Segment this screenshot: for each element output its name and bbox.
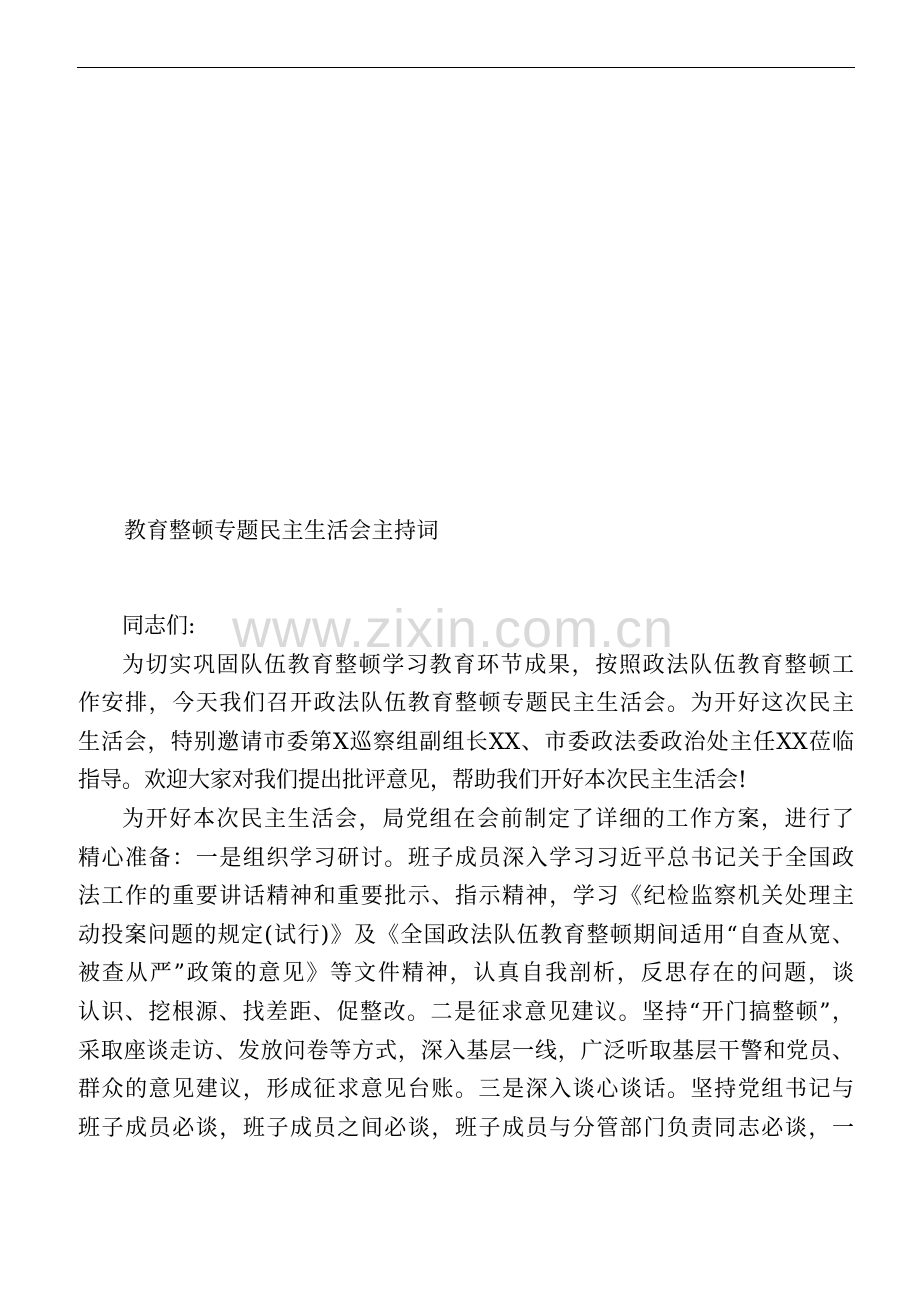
document-title: 教育整顿专题民主生活会主持词 xyxy=(124,519,440,544)
body-line: 为切实巩固队伍教育整顿学习教育环节成果，按照政法队伍教育整顿工 xyxy=(122,652,854,678)
body-line: 法工作的重要讲话精神和重要批示、指示精神，学习《纪检监察机关处理主 xyxy=(78,884,854,910)
body-line: 指导。欢迎大家对我们提出批评意见，帮助我们开好本次民主生活会! xyxy=(78,768,747,794)
body-line: 群众的意见建议，形成征求意见台账。三是深入谈心谈话。坚持党组书记与 xyxy=(78,1077,854,1103)
body-line: 动投案问题的规定(试行)》及《全国政法队伍教育整顿期间适用“自查从宽、 xyxy=(78,922,854,948)
body-line: 被查从严”政策的意见》等文件精神，认真自我剖析，反思存在的问题，谈 xyxy=(78,961,854,987)
body-line: 同志们: xyxy=(122,614,196,639)
body-line: 采取座谈走访、发放问卷等方式，深入基层一线，广泛听取基层干警和党员、 xyxy=(78,1038,854,1064)
document-body xyxy=(78,608,854,1148)
body-line: 精心准备：一是组织学习研讨。班子成员深入学习习近平总书记关于全国政 xyxy=(78,845,854,871)
body-line: 生活会，特别邀请市委第X巡察组副组长XX、市委政法委政治处主任XX莅临 xyxy=(78,729,854,755)
header-rule xyxy=(77,67,855,68)
body-line: 为开好本次民主生活会，局党组在会前制定了详细的工作方案，进行了 xyxy=(122,806,854,832)
body-line: 认识、挖根源、找差距、促整改。二是征求意见建议。坚持“开门搞整顿”， xyxy=(78,999,854,1025)
body-line: 作安排，今天我们召开政法队伍教育整顿专题民主生活会。为开好这次民主 xyxy=(78,691,854,717)
body-line: 班子成员必谈，班子成员之间必谈，班子成员与分管部门负责同志必谈，一 xyxy=(78,1115,854,1141)
watermark: www.zixin.com.cn xyxy=(232,599,675,659)
